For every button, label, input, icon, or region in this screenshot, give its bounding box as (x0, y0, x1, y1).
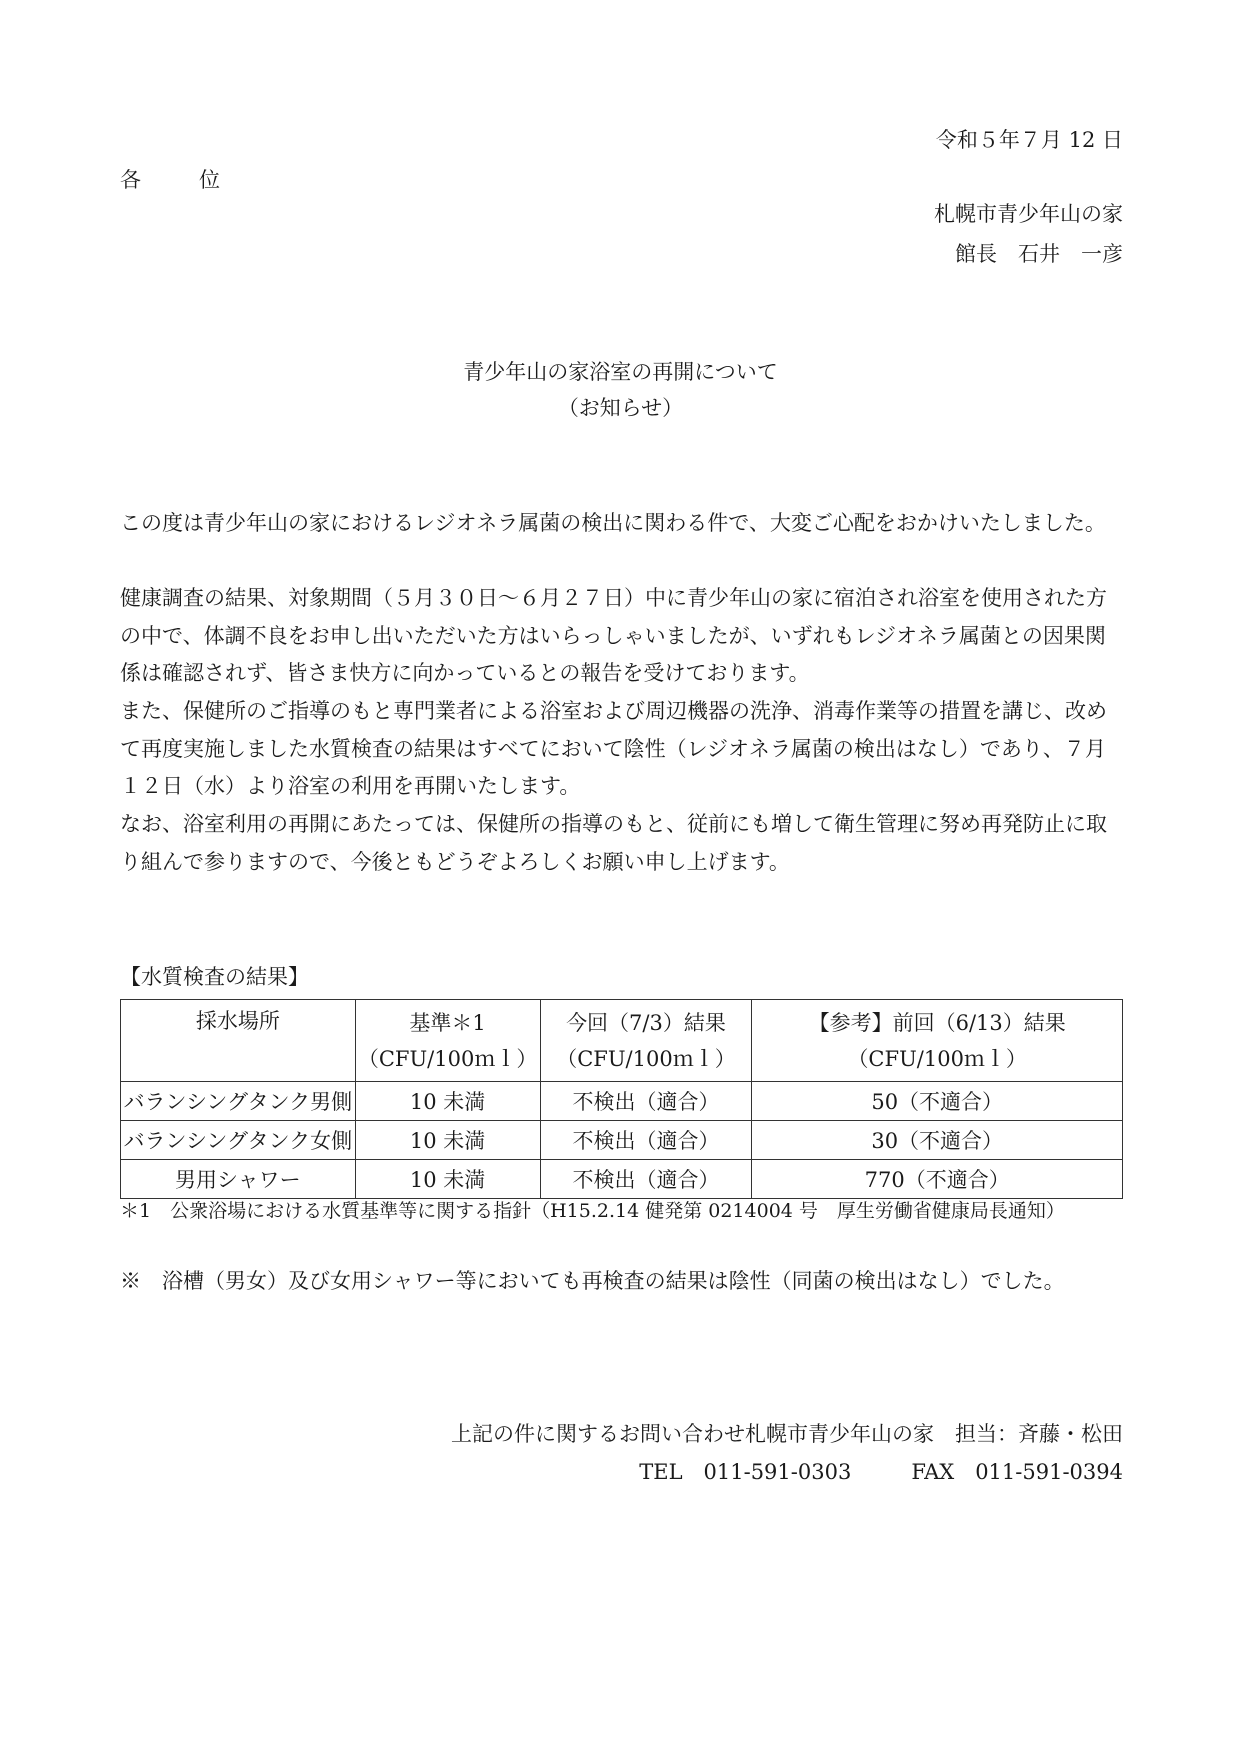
header-line: 採水場所 (195, 1009, 280, 1033)
body-paragraph-3: また、保健所のご指導のもと専門業者による浴室および周辺機器の洗浄、消毒作業等の措置を講じ、改めて再度実施しました水質検査の結果はすべてにおいて陰性（レジオネラ属菌の検出はなし）であり、７月１２日（水）より浴室の利用を再開いたします。 (120, 699, 1107, 798)
header-current-result (540, 1000, 752, 1082)
header-unit: （CFU/100ｍｌ） (847, 1046, 1027, 1071)
table-cell: 10 未満 (355, 1082, 540, 1121)
contact-numbers (639, 1456, 1123, 1486)
header-sampling-location (121, 1000, 356, 1082)
inquiry-contact: 上記の件に関するお問い合わせ札幌市青少年山の家 担当：斉藤・松田 (451, 1422, 1123, 1446)
tel-number: TEL 011-591-0303 (639, 1460, 852, 1484)
table-cell: 30（不適合） (752, 1121, 1123, 1160)
table-footnote: ＊1 公衆浴場における水質基準等に関する指針（H15.2.14 健発第 0214004 号 厚生労働省健康局長通知） (120, 1200, 1065, 1222)
table-header-row (121, 1000, 1123, 1082)
table-cell: 770（不適合） (752, 1160, 1123, 1199)
body-paragraph-4: なお、浴室利用の再開にあたっては、保健所の指導のもと、従前にも増して衛生管理に努め再発防止に取り組んで参りますので、今後ともどうぞよろしくお願い申し上げます。 (120, 812, 1107, 874)
table-cell: 10 未満 (355, 1121, 540, 1160)
retest-note: ※ 浴槽（男女）及び女用シャワー等においても再検査の結果は陰性（同菌の検出はなし）でした。 (120, 1269, 1065, 1293)
header-line: 基準＊1 (409, 1010, 486, 1035)
sender-organization: 札幌市青少年山の家 (934, 202, 1123, 226)
header-line: 【参考】前回（6/13）結果 (808, 1010, 1066, 1035)
table-cell: バランシングタンク女側 (121, 1121, 356, 1160)
document-subtitle: （お知らせ） (557, 396, 684, 420)
fax-number: FAX 011-591-0394 (911, 1460, 1123, 1484)
table-cell: 不検出（適合） (540, 1160, 752, 1199)
table-cell: 不検出（適合） (540, 1082, 752, 1121)
table-cell: 50（不適合） (752, 1082, 1123, 1121)
results-section-title: 【水質検査の結果】 (120, 965, 309, 989)
water-test-results-table (120, 999, 1123, 1199)
header-line: 今回（7/3）結果 (566, 1010, 726, 1035)
document-title: 青少年山の家浴室の再開について (463, 360, 778, 384)
table-row (121, 1121, 1123, 1160)
table-cell: バランシングタンク男側 (121, 1082, 356, 1121)
header-unit: （CFU/100ｍｌ） (357, 1046, 538, 1071)
table-row (121, 1160, 1123, 1199)
header-standard (355, 1000, 540, 1082)
document-date: 令和５年７月 12 日 (935, 128, 1123, 152)
table-cell: 10 未満 (355, 1160, 540, 1199)
table-row (121, 1082, 1123, 1121)
header-previous-result (752, 1000, 1123, 1082)
body-paragraph-2: 健康調査の結果、対象期間（５月３０日～６月２７日）中に青少年山の家に宿泊され浴室を使用された方の中で、体調不良をお申し出いただいた方はいらっしゃいましたが、いずれもレジオネラ属菌との因果関係は確認されず、皆さま快方に向かっているとの報告を受けております。 (120, 586, 1107, 685)
table-cell: 不検出（適合） (540, 1121, 752, 1160)
table-cell: 男用シャワー (121, 1160, 356, 1199)
addressee: 各位 (120, 168, 278, 192)
body-paragraph-1: この度は青少年山の家におけるレジオネラ属菌の検出に関わる件で、大変ご心配をおかけいたしました。 (120, 511, 1106, 535)
sender-director: 館長 石井 一彦 (955, 242, 1123, 266)
header-unit: （CFU/100ｍｌ） (556, 1046, 736, 1071)
